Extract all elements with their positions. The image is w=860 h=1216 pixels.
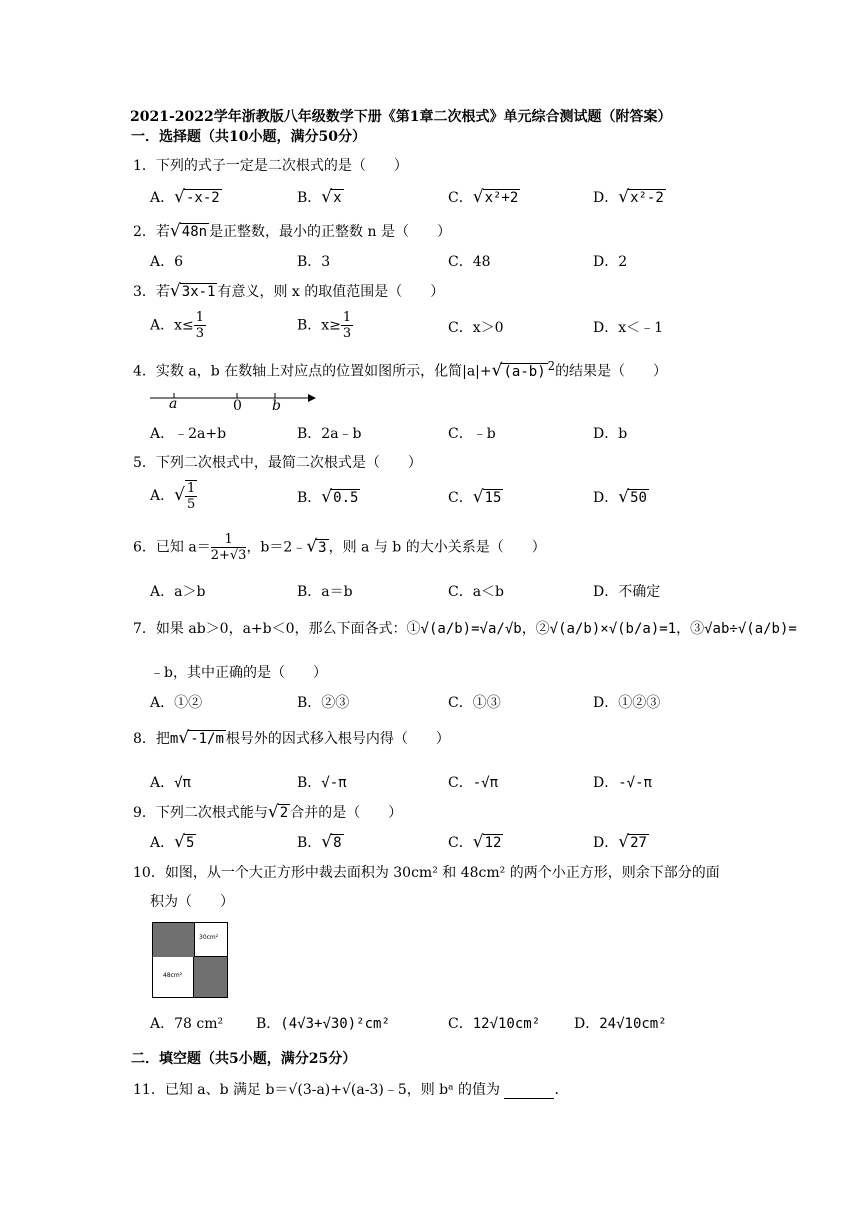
- q8-option-a: A．√π: [150, 775, 191, 791]
- q5-option-c: C．√15: [448, 487, 502, 507]
- q5-option-d: D．√50: [593, 487, 647, 507]
- square-48: 48cm²: [153, 957, 194, 997]
- q8-option-c: C．-√π: [448, 775, 499, 791]
- q5-option-a: A．√ $\frac{1}{5}$: [150, 481, 196, 512]
- section-choice-heading: 一．选择题（共10小题，满分50分）: [131, 129, 366, 145]
- q1-option-a: A．√-x-2: [150, 187, 220, 207]
- question-7-stem: 7．如果 ab＞0，a+b＜0，那么下面各式：①√(a/b)=√a/√b，②√(a/b)×√(b/a)=1，③√ab÷√(a/b)=: [133, 621, 797, 637]
- q6-option-c: C．a＜b: [448, 584, 505, 600]
- shaded-region-top-left: [153, 923, 194, 957]
- q4-option-b: B．2a﹣b: [297, 426, 362, 442]
- q3-option-c: C．x＞0: [448, 320, 504, 336]
- q3-option-a: A．x≤ $\frac{1}{3}$: [150, 310, 205, 341]
- question-2-stem: 2．若√48n 是正整数，最小的正整数 n 是（ ）: [133, 221, 451, 241]
- question-11-stem: 11．已知 a、b 满足 b＝√(3-a)+√(a-3)﹣5，则 bᵃ 的值为 ．: [133, 1082, 569, 1098]
- q9-option-d: D．√27: [593, 832, 647, 852]
- page-title: 2021-2022学年浙教版八年级数学下册《第1章二次根式》单元综合测试题（附答案）: [130, 109, 672, 125]
- q9-option-a: A．√5: [150, 832, 195, 852]
- question-10-line1: 10．如图，从一个大正方形中裁去面积为 30cm² 和 48cm² 的两个小正方形，则余下部分的面: [133, 865, 720, 881]
- q1-option-d: D．√x²-2: [593, 187, 664, 207]
- q4-option-d: D．b: [593, 426, 628, 442]
- q10-option-a: A．78 cm²: [150, 1016, 224, 1032]
- axis-label-a: a: [169, 396, 178, 412]
- q6-option-a: A．a＞b: [150, 584, 206, 600]
- q10-option-d: D．24√10cm²: [574, 1016, 667, 1032]
- q7-option-a: A．①②: [150, 695, 203, 711]
- q7-option-d: D．①②③: [593, 695, 661, 711]
- q2-option-c: C．48: [448, 254, 491, 270]
- question-8-stem: 8．把m√-1/m 根号外的因式移入根号内得（ ）: [133, 728, 450, 748]
- question-3-stem: 3．若√3x-1 有意义，则 x 的取值范围是（ ）: [133, 281, 445, 301]
- q10-option-b: B．(4√3+√30)²cm²: [256, 1016, 390, 1032]
- section-fill-heading: 二．填空题（共5小题，满分25分）: [131, 1051, 357, 1067]
- q2-option-a: A．6: [150, 254, 184, 270]
- q4-option-a: A．﹣2a+b: [150, 426, 227, 442]
- q9-option-c: C．√12: [448, 832, 502, 852]
- q5-option-b: B．√0.5: [297, 487, 359, 507]
- answer-blank[interactable]: [504, 1084, 554, 1099]
- q4-option-c: C．﹣b: [448, 426, 496, 442]
- axis-label-zero: 0: [233, 398, 242, 414]
- q8-option-d: D．-√-π: [593, 775, 652, 791]
- q1-option-c: C．√x²+2: [448, 187, 519, 207]
- square-30: 30cm²: [194, 923, 227, 957]
- question-5-stem: 5．下列二次根式中，最简二次根式是（ ）: [133, 455, 422, 471]
- question-9-stem: 9．下列二次根式能与√2 合并的是（ ）: [133, 802, 403, 822]
- question-10-line2: 积为（ ）: [150, 894, 234, 910]
- q10-option-c: C．12√10cm²: [448, 1016, 541, 1032]
- q6-option-b: B．a＝b: [297, 584, 353, 600]
- q6-option-d: D．不确定: [593, 584, 661, 600]
- q7-option-b: B．②③: [297, 695, 350, 711]
- shaded-region-bottom-right: [194, 957, 227, 997]
- question-1-stem: 1．下列的式子一定是二次根式的是（ ）: [133, 158, 408, 174]
- q2-option-d: D．2: [593, 254, 628, 270]
- q7-option-c: C．①③: [448, 695, 501, 711]
- q2-option-b: B．3: [297, 254, 331, 270]
- q1-option-b: B．√x: [297, 187, 342, 207]
- question-4-stem: 4．实数 a，b 在数轴上对应点的位置如图所示，化简|a|+√(a-b) $^2$的结果是（ ）: [133, 359, 668, 381]
- question-7-line2: ﹣b，其中正确的是（ ）: [150, 665, 327, 681]
- question-6-stem: 6．已知 a＝ $\frac{1}{2+√3}$ ，b＝2﹣√3 ，则 a 与 b 的大小关系是（ ）: [133, 532, 546, 563]
- axis-label-b: b: [272, 398, 281, 414]
- q8-option-b: B．√-π: [297, 775, 347, 791]
- q3-option-d: D．x＜﹣1: [593, 320, 664, 336]
- square-figure: [152, 922, 228, 998]
- q9-option-b: B．√8: [297, 832, 342, 852]
- q3-option-b: B．x≥ $\frac{1}{3}$: [297, 310, 352, 341]
